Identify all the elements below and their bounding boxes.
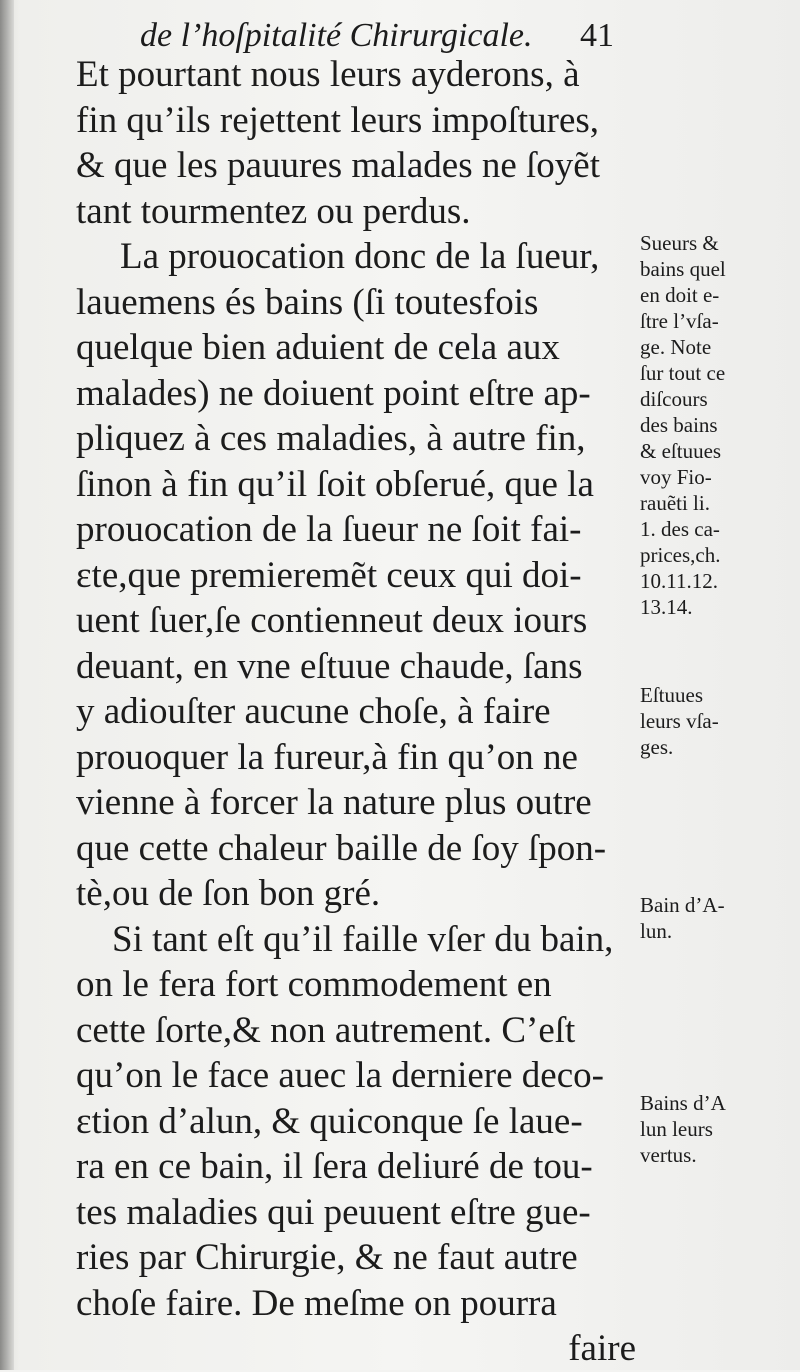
text-line: fin qu’ils rejettent leurs impoſtures, (76, 99, 600, 141)
text-line: & que les pauures malades ne ſoyẽt (76, 145, 600, 186)
text-line: La prouocation donc de la ſueur, (120, 236, 600, 277)
text-line: prouoquer la fureur,à fin qu’on ne (76, 736, 578, 778)
text-line: vienne à forcer la nature plus outre (76, 782, 592, 823)
margin-note-line: voy Fio- (640, 465, 712, 489)
text-line: qu’on le face auec la derniere deco- (76, 1055, 604, 1096)
running-head: de l’hoſpitalité Chirurgicale. (140, 17, 533, 54)
text-line: Et pourtant nous leurs ayderons, à (76, 54, 580, 95)
margin-note-line: des bains (640, 413, 718, 437)
text-line: tant tourmentez ou perdus. (76, 190, 471, 232)
margin-note-line: 13.14. (640, 595, 693, 619)
text-line: Si tant eſt qu’il faille vſer du bain, (112, 918, 614, 960)
text-line: lauemens és bains (ſi toutesfois (76, 281, 539, 323)
margin-note-line: prices,ch. (640, 543, 721, 567)
margin-note-line: ges. (640, 735, 674, 759)
text-line: malades) ne doiuent point eſtre ap- (76, 372, 591, 414)
catchword: faire (568, 1328, 636, 1369)
margin-note-line: & eſtuues (640, 439, 722, 463)
margin-note (640, 892, 798, 944)
margin-note-line: en doit e- (640, 283, 720, 307)
page-spine-shadow (0, 0, 14, 1370)
text-line: deuant, en vne eſtuue chaude, ſans (76, 645, 583, 687)
margin-note-line: 10.11.12. (640, 569, 718, 593)
text-line: on le fera fort commodement en (76, 964, 552, 1005)
page-number: 41 (580, 17, 614, 54)
text-line: tè,ou de ſon bon gré. (76, 873, 381, 914)
margin-note-line: Eſtuues (640, 683, 703, 707)
text-line: cette ſorte,& non autrement. C’eſt (76, 1009, 576, 1051)
margin-note-line: ſur tout ce (640, 361, 726, 385)
text-line: ra en ce bain, il ſera deliuré de tou- (76, 1146, 593, 1187)
margin-note-line: vertus. (640, 1143, 697, 1167)
text-line: uent ſuer,ſe contienneut deux iours (76, 600, 588, 641)
margin-note-line: Bains d’A (640, 1091, 726, 1115)
margin-note-line: 1. des ca- (640, 517, 720, 541)
margin-note-line: bains quel (640, 257, 726, 281)
margin-note-line: lun. (640, 919, 673, 943)
text-line: choſe faire. De meſme on pourra (76, 1282, 557, 1324)
text-line: ries par Chirurgie, & ne faut autre (76, 1237, 578, 1278)
margin-note-line: Sueurs & (640, 231, 719, 255)
text-line: y adiouſter aucune choſe, à faire (76, 691, 551, 732)
text-line: que cette chaleur baille de ſoy ſpon- (76, 827, 607, 869)
margin-note (640, 230, 798, 620)
margin-note (640, 682, 798, 760)
margin-note-line: diſcours (640, 387, 708, 411)
text-line: quelque bien aduient de cela aux (76, 327, 560, 368)
text-line: pliquez à ces maladies, à autre fin, (76, 418, 586, 459)
margin-note-line: ſtre l’vſa- (640, 309, 719, 333)
text-line: ɛtion d’alun, & quiconque ſe laue- (76, 1100, 583, 1142)
margin-note (640, 1090, 798, 1168)
margin-note-line: Bain d’A- (640, 893, 725, 917)
margin-notes (640, 0, 798, 1370)
margin-note-line: lun leurs (640, 1117, 713, 1141)
margin-note-line: ge. Note (640, 335, 712, 359)
main-text-block (76, 52, 636, 1372)
margin-note-line: leurs vſa- (640, 709, 719, 733)
text-line: ɛte,que premieremẽt ceux qui doi- (76, 554, 582, 596)
text-line: ſinon à fin qu’il ſoit obſerué, que la (76, 463, 594, 505)
text-line: prouocation de la ſueur ne ſoit fai- (76, 509, 582, 550)
margin-note-line: rauẽti li. (640, 491, 710, 515)
text-line: tes maladies qui peuuent eſtre gue- (76, 1191, 591, 1233)
